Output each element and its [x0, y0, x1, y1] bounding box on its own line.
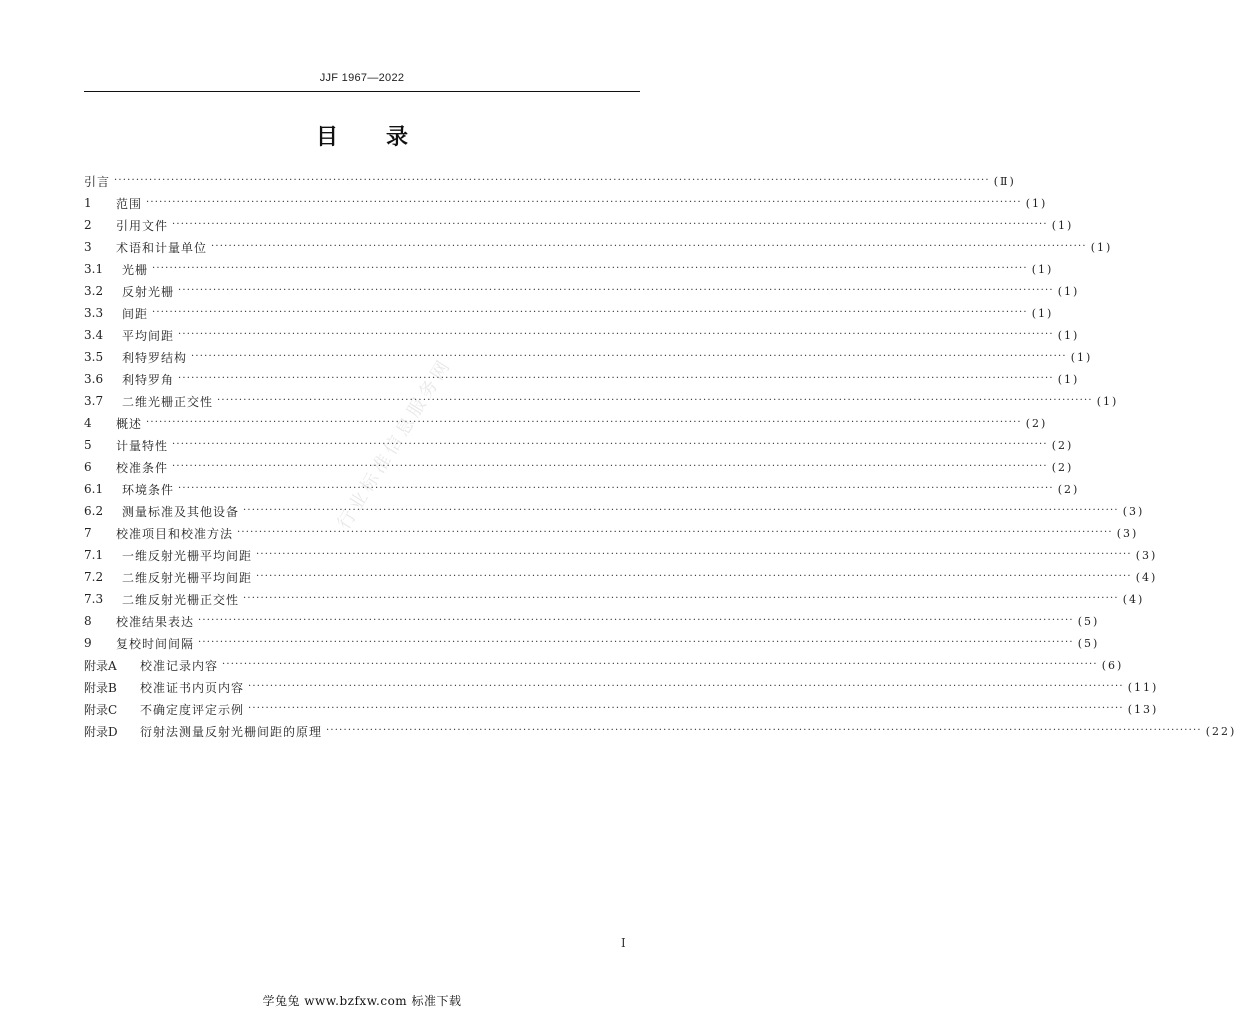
toc-entry-number: 3.4 — [84, 328, 104, 342]
toc-entry-page: (1) — [1090, 240, 1113, 254]
header-divider — [84, 91, 640, 92]
toc-entry-page: (2) — [1051, 438, 1074, 452]
toc-entry-page: (4) — [1122, 592, 1145, 606]
toc-entry-page: (5) — [1077, 614, 1100, 628]
toc-entry-label: 测量标准及其他设备 — [122, 504, 240, 519]
toc-entry[interactable] — [84, 236, 1113, 258]
toc-entry-label: 一维反射光栅平均间距 — [122, 548, 253, 563]
toc-entry-label: 光栅 — [122, 262, 149, 277]
toc-entry[interactable] — [84, 522, 1139, 544]
toc-entry-label: 复校时间间隔 — [116, 636, 195, 651]
toc-entry-page: (1) — [1057, 284, 1080, 298]
toc-entry-page: (2) — [1057, 482, 1080, 496]
toc-entry-label: 概述 — [116, 416, 143, 431]
toc-entry-number: 7.1 — [84, 548, 104, 562]
toc-leader-dots: ········································································································································································································ — [146, 197, 1022, 208]
toc-entry-number: 3.7 — [84, 394, 104, 408]
toc-entry-label: 引用文件 — [116, 218, 169, 233]
toc-entry-number: 3 — [84, 240, 92, 254]
toc-entry-page: (1) — [1057, 328, 1080, 342]
toc-entry-page: (1) — [1051, 218, 1074, 232]
toc-leader-dots: ········································································································································································································ — [172, 439, 1048, 450]
watermark-text: 行业标准信息服务网 — [333, 354, 457, 534]
toc-entry-label: 环境条件 — [122, 482, 175, 497]
toc-entry[interactable] — [84, 302, 1054, 324]
toc-entry-label: 校准记录内容 — [140, 658, 219, 673]
toc-entry-label: 校准结果表达 — [116, 614, 195, 629]
toc-entry-number: 3.1 — [84, 262, 104, 276]
toc-entry[interactable] — [84, 192, 1048, 214]
toc-entry[interactable] — [84, 698, 1159, 720]
toc-entry-page: (1) — [1070, 350, 1093, 364]
toc-entry-page: (3) — [1135, 548, 1158, 562]
toc-entry[interactable] — [84, 632, 1100, 654]
toc-entry-number: 7 — [84, 526, 92, 540]
toc-entry-number: 6.1 — [84, 482, 104, 496]
standard-code-header: JJF 1967—2022 — [319, 72, 405, 84]
toc-leader-dots: ········································································································································································································ — [256, 549, 1132, 560]
toc-leader-dots: ········································································································································································································ — [178, 483, 1054, 494]
toc-entry-number: 3.2 — [84, 284, 104, 298]
toc-entry-label: 校准证书内页内容 — [140, 680, 245, 695]
toc-leader-dots: ········································································································································································································ — [243, 505, 1119, 516]
toc-leader-dots: ········································································································································································································ — [248, 703, 1124, 714]
toc-leader-dots: ········································································································································································································ — [248, 681, 1124, 692]
toc-entry-page: (Ⅱ) — [993, 174, 1016, 188]
toc-leader-dots: ········································································································································································································ — [217, 395, 1093, 406]
toc-leader-dots: ········································································································································································································ — [198, 615, 1074, 626]
toc-entry-number: 6 — [84, 460, 92, 474]
toc-leader-dots: ········································································································································································································ — [256, 571, 1132, 582]
toc-entry-label: 二维反射光栅平均间距 — [122, 570, 253, 585]
toc-entry-page: (1) — [1031, 306, 1054, 320]
toc-leader-dots: ········································································································································································································ — [152, 263, 1028, 274]
toc-entry-label: 衍射法测量反射光栅间距的原理 — [140, 724, 323, 739]
toc-leader-dots: ········································································································································································································ — [172, 219, 1048, 230]
toc-entry[interactable] — [84, 434, 1074, 456]
toc-leader-dots: ········································································································································································································ — [211, 241, 1087, 252]
toc-leader-dots: ········································································································································································································ — [178, 373, 1054, 384]
toc-entry-number: 附录A — [84, 658, 117, 673]
toc-entry-number: 3.5 — [84, 350, 104, 364]
toc-entry[interactable] — [84, 280, 1080, 302]
toc-entry[interactable] — [84, 544, 1158, 566]
page-title: 目录 — [315, 124, 456, 150]
toc-entry-number: 附录D — [84, 724, 118, 739]
toc-entry-number: 9 — [84, 636, 92, 650]
toc-leader-dots: ········································································································································································································ — [172, 461, 1048, 472]
toc-entry[interactable] — [84, 566, 1158, 588]
toc-leader-dots: ········································································································································································································ — [178, 285, 1054, 296]
toc-leader-dots: ········································································································································································································ — [243, 593, 1119, 604]
toc-entry-page: (3) — [1122, 504, 1145, 518]
toc-entry-page: (1) — [1057, 372, 1080, 386]
toc-entry-label: 利特罗结构 — [122, 350, 188, 365]
toc-entry-label: 利特罗角 — [122, 372, 175, 387]
toc-entry-page: (5) — [1077, 636, 1100, 650]
toc-leader-dots: ········································································································································································································ — [237, 527, 1113, 538]
toc-leader-dots: ········································································································································································································ — [178, 329, 1054, 340]
toc-entry[interactable] — [84, 368, 1080, 390]
toc-entry-label: 范围 — [116, 196, 143, 211]
toc-entry-label: 间距 — [122, 306, 149, 321]
toc-entry[interactable] — [84, 214, 1074, 236]
toc-entry[interactable] — [84, 610, 1100, 632]
toc-entry[interactable] — [84, 720, 1236, 742]
toc-entry-label: 反射光栅 — [122, 284, 175, 299]
toc-entry-page: (2) — [1051, 460, 1074, 474]
toc-entry-number: 5 — [84, 438, 92, 452]
toc-entry-number: 8 — [84, 614, 92, 628]
toc-entry-number: 7.3 — [84, 592, 104, 606]
toc-entry-page: (1) — [1096, 394, 1119, 408]
toc-entry-page: (22) — [1205, 724, 1236, 738]
toc-entry-label: 引言 — [84, 174, 111, 189]
footer-text: 学兔兔 www.bzfxw.com 标准下载 — [262, 994, 462, 1008]
toc-entry[interactable] — [84, 346, 1093, 368]
toc-entry-page: (13) — [1127, 702, 1159, 716]
toc-entry-number: 7.2 — [84, 570, 104, 584]
toc-entry-page: (1) — [1031, 262, 1054, 276]
toc-entry-page: (1) — [1025, 196, 1048, 210]
toc-leader-dots: ········································································································································································································ — [326, 725, 1202, 736]
toc-entry[interactable] — [84, 390, 1119, 412]
toc-entry[interactable] — [84, 654, 1124, 676]
toc-leader-dots: ········································································································································································································ — [152, 307, 1028, 318]
toc-entry-label: 二维光栅正交性 — [122, 394, 214, 409]
toc-entry[interactable] — [84, 676, 1159, 698]
toc-leader-dots: ········································································································································································································ — [191, 351, 1067, 362]
toc-entry-number: 附录B — [84, 680, 117, 695]
toc-entry-number: 4 — [84, 416, 92, 430]
toc-entry-page: (3) — [1116, 526, 1139, 540]
toc-entry-label: 平均间距 — [122, 328, 175, 343]
toc-entry-label: 二维反射光栅正交性 — [122, 592, 240, 607]
toc-leader-dots: ········································································································································································································ — [222, 659, 1098, 670]
toc-entry-page: (2) — [1025, 416, 1048, 430]
toc-entry-number: 1 — [84, 196, 92, 210]
table-of-contents — [84, 170, 1236, 742]
toc-leader-dots: ········································································································································································································ — [114, 175, 990, 186]
toc-entry-page: (4) — [1135, 570, 1158, 584]
toc-entry-number: 3.3 — [84, 306, 104, 320]
toc-leader-dots: ········································································································································································································ — [198, 637, 1074, 648]
toc-leader-dots: ········································································································································································································ — [146, 417, 1022, 428]
toc-entry[interactable] — [84, 170, 1016, 192]
toc-entry[interactable] — [84, 258, 1054, 280]
toc-entry[interactable] — [84, 412, 1048, 434]
toc-entry-label: 计量特性 — [116, 438, 169, 453]
toc-entry-label: 校准条件 — [116, 460, 169, 475]
toc-entry-label: 校准项目和校准方法 — [116, 526, 234, 541]
toc-entry-label: 术语和计量单位 — [116, 240, 208, 255]
toc-entry-number: 3.6 — [84, 372, 104, 386]
toc-entry-label: 不确定度评定示例 — [140, 702, 245, 717]
toc-entry-number: 2 — [84, 218, 92, 232]
toc-entry-number: 附录C — [84, 702, 118, 717]
toc-entry-number: 6.2 — [84, 504, 104, 518]
page-number: I — [621, 936, 626, 950]
toc-entry[interactable] — [84, 588, 1145, 610]
toc-entry[interactable] — [84, 324, 1080, 346]
toc-entry-page: (6) — [1101, 658, 1124, 672]
toc-entry-page: (11) — [1127, 680, 1159, 694]
